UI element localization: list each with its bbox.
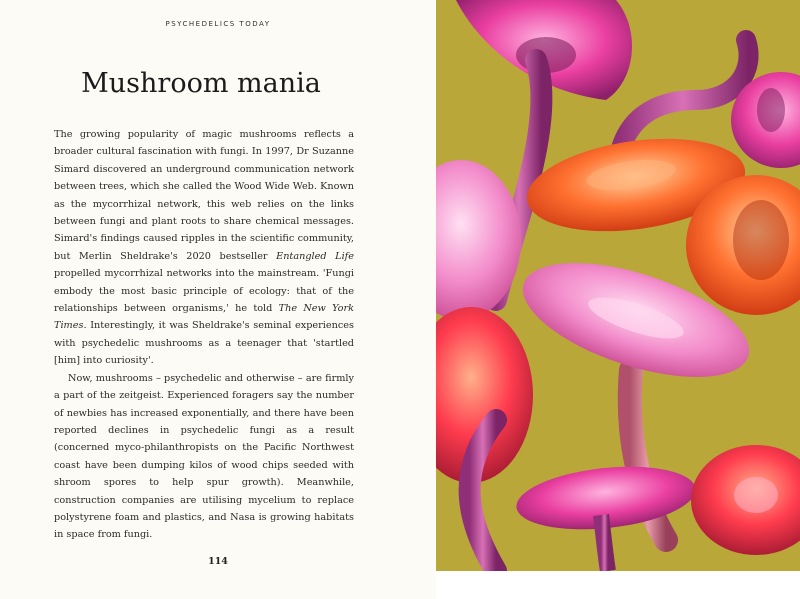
- page-title: Mushroom mania: [81, 68, 321, 99]
- paragraph-2: Now, mushrooms – psychedelic and otherwise – are firmly a part of the zeitgeist. Experienced foragers say the number of newbies has increased exponentially, and there have been reported declines in psychedelic fungi as a result (concerned myco-philanthropists on the Pacific Northwest coast have been dumping kilos of wood chips seeded with shroom spores to help spur growth). Meanwhile, construction companies are utilising mycelium to replace polystyrene foam and plastics, and Nasa is growing habitats in space from fungi.: [54, 372, 354, 541]
- paragraph-1-part-a: The growing popularity of magic mushrooms reflects a broader cultural fascination with fungi. In 1997, Dr Suzanne Simard discovered an underground communication network between trees, which she called the Wood Wide Web. Known as the mycorrhizal network, this web relies on the links between fungi and plant roots to share chemical messages. Simard's findings caused ripples in the scientific community, but Merlin Sheldrake's 2020 bestseller: [54, 129, 354, 262]
- book-title: Entangled Life: [276, 250, 354, 262]
- newspaper-title: The New York Times: [54, 303, 354, 332]
- paragraph-1-part-c: . Interestingly, it was Sheldrake's seminal experiences with psychedelic mushrooms as a teenager that 'startled [him] into curiosity'.: [54, 320, 354, 367]
- running-head: PSYCHEDELICS TODAY: [165, 20, 271, 28]
- mushroom-illustration-svg: [436, 0, 800, 571]
- page-number: 114: [208, 556, 228, 567]
- mushroom-illustration: [436, 0, 800, 571]
- paragraph-1-part-b: propelled mycorrhizal networks into the mainstream. 'Fungi embody the most basic principle of ecology: that of the relationships between organisms,' he told: [54, 268, 354, 315]
- body-text: [54, 126, 354, 544]
- paragraph-1: [54, 126, 354, 370]
